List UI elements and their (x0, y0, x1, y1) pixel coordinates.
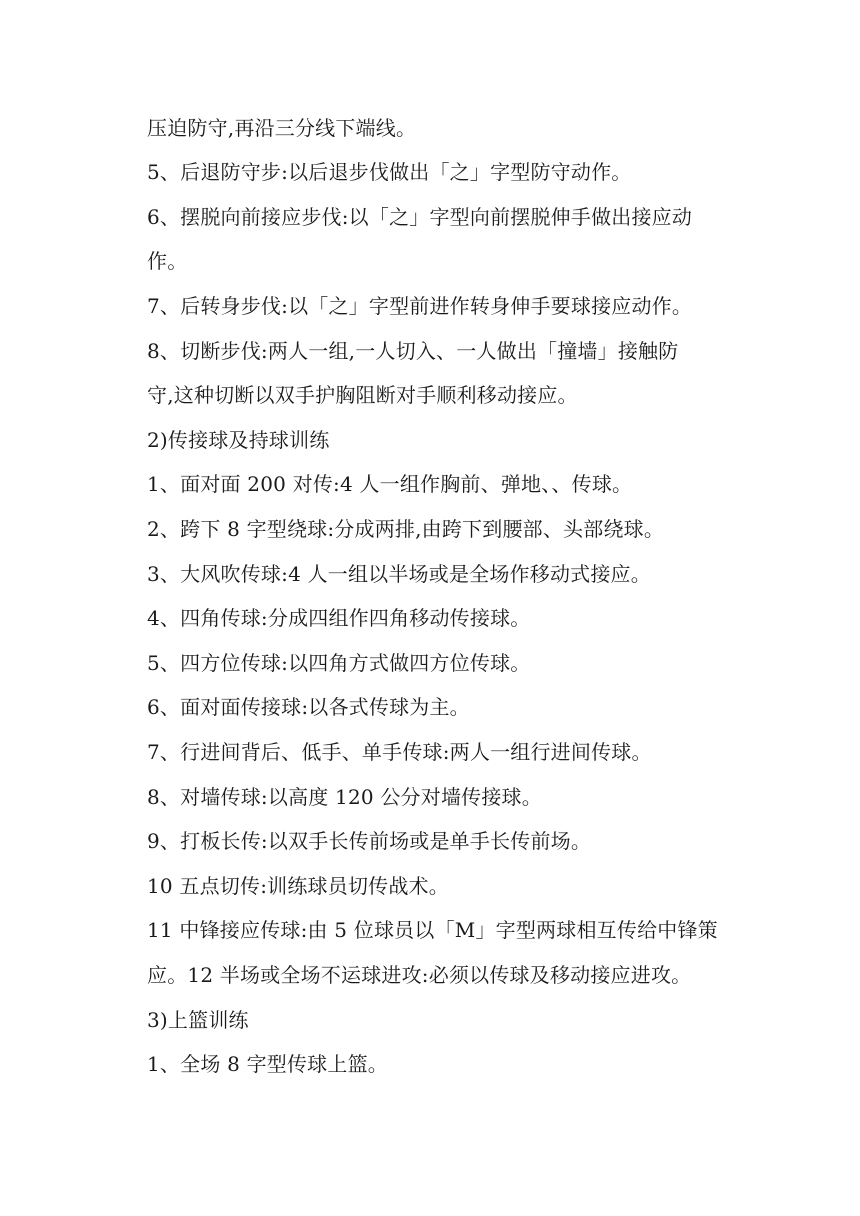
text-line: 6、摆脱向前接应步伐:以「之」字型向前摆脱伸手做出接应动 (147, 205, 693, 229)
text-line: 3、大风吹传球:4 人一组以半场或是全场作移动式接应。 (147, 562, 651, 586)
text-line: 8、切断步伐:两人一组,一人切入、一人做出「撞墙」接触防 (147, 339, 679, 363)
text-line: 5、后退防守步:以后退步伐做出「之」字型防守动作。 (147, 160, 632, 184)
text-line: 7、行进间背后、低手、单手传球:两人一组行进间传球。 (147, 740, 652, 764)
text-line: 5、四方位传球:以四角方式做四方位传球。 (147, 651, 531, 675)
text-line: 9、打板长传:以双手长传前场或是单手长传前场。 (147, 829, 592, 853)
text-line: 2、跨下 8 字型绕球:分成两排,由跨下到腰部、头部绕球。 (147, 517, 665, 541)
text-line: 10 五点切传:训练球员切传战术。 (147, 874, 449, 898)
text-line: 作。 (147, 249, 188, 273)
text-line: 4、四角传球:分成四组作四角移动传接球。 (147, 606, 531, 630)
text-line: 1、面对面 200 对传:4 人一组作胸前、弹地、、传球。 (147, 472, 633, 496)
section-heading: 3)上篮训练 (147, 1008, 249, 1032)
section-heading: 2)传接球及持球训练 (147, 428, 330, 452)
text-line: 8、对墙传球:以高度 120 公分对墙传接球。 (147, 785, 542, 809)
text-line: 1、全场 8 字型传球上篮。 (147, 1052, 388, 1076)
text-line: 应。12 半场或全场不运球进攻:必须以传球及移动接应进攻。 (147, 963, 692, 987)
text-line: 7、后转身步伐:以「之」字型前进作转身伸手要球接应动作。 (147, 294, 693, 318)
text-line: 6、面对面传接球:以各式传球为主。 (147, 695, 470, 719)
text-line: 守,这种切断以双手护胸阻断对手顺利移动接应。 (147, 383, 578, 407)
text-line: 压迫防守,再沿三分线下端线。 (147, 116, 417, 140)
text-line: 11 中锋接应传球:由 5 位球员以「M」字型两球相互传给中锋策 (147, 918, 718, 942)
